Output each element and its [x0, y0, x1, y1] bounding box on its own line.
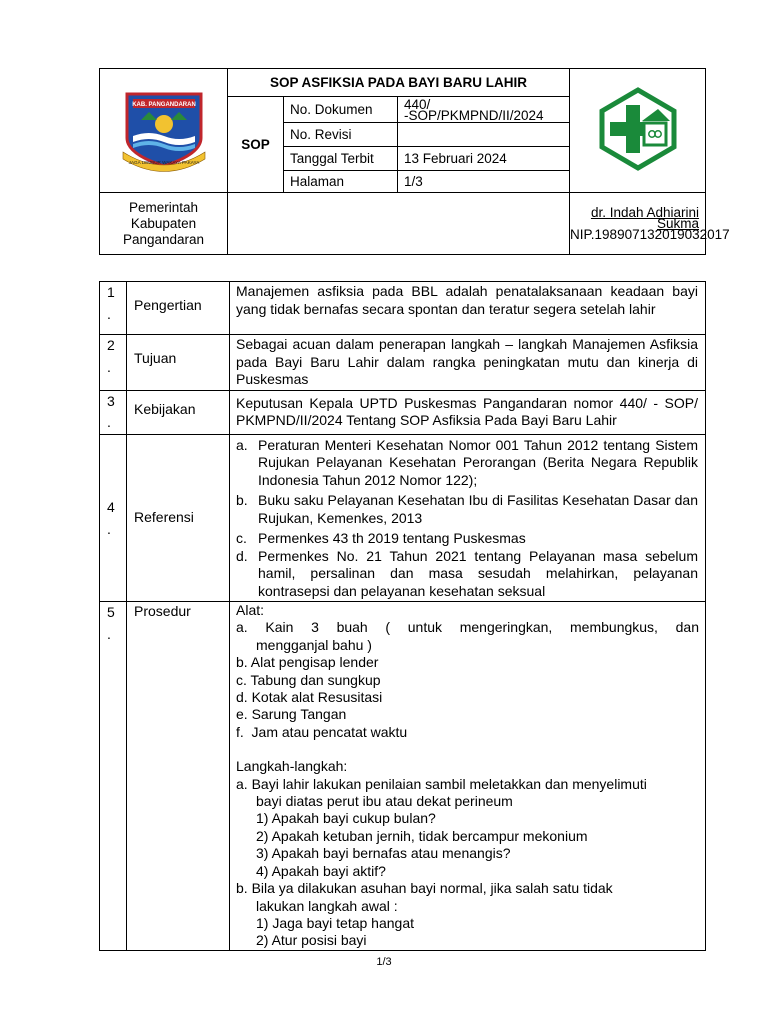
signer-name: dr. Indah Adhiarini Sukma	[590, 205, 700, 231]
revision-label: No. Revisi	[284, 123, 398, 147]
signer-block	[570, 193, 730, 255]
list-item: b. Alat pengisap lender	[236, 654, 379, 671]
list-item: b. Bila ya dilakukan asuhan bayi normal, jika salah satu tidak	[236, 880, 613, 897]
list-item: 3) Apakah bayi bernafas atau menangis?	[256, 845, 511, 862]
page-value: 1/3	[398, 171, 570, 193]
tujuan-text: Sebagai acuan dalam penerapan langkah – langkah Manajemen Asfiksia pada Bayi Baru Lahir dalam rangka peningkatan mutu dan kinerja di Puskesmas	[230, 335, 706, 391]
signature-blank	[228, 193, 570, 255]
crest-banner-text: KAB. PANGANDARAN	[131, 102, 196, 108]
category-tujuan: Tujuan	[127, 335, 230, 391]
list-item: 1) Jaga bayi tetap hangat	[256, 914, 415, 931]
sop-label: SOP	[228, 97, 284, 193]
right-logo-cell	[570, 69, 706, 193]
row-number: 1 .	[100, 282, 127, 335]
issue-date-value: 13 Februari 2024	[398, 147, 570, 171]
revision-value	[398, 123, 570, 147]
table-row	[100, 434, 706, 602]
list-item: 1) Apakah bayi cukup bulan?	[256, 810, 436, 827]
header-table	[99, 68, 730, 255]
issue-date-label: Tanggal Terbit	[284, 147, 398, 171]
list-item: lakukan langkah awal :	[256, 897, 398, 914]
document-title: SOP ASFIKSIA PADA BAYI BARU LAHIR	[228, 69, 570, 97]
kabupaten-crest-icon	[119, 86, 209, 172]
doc-number-label: No. Dokumen	[284, 97, 398, 123]
row-number: 3 .	[100, 390, 127, 434]
list-item: a. Peraturan Menteri Kesehatan Nomor 001 Tahun 2012 tentang Sistem Rujukan Pelayanan Kesehatan Perorangan (Berita Negara Republik Indonesia Tahun 2012 Nomor 122);	[236, 436, 698, 488]
page-label: Halaman	[284, 171, 398, 193]
table-row	[100, 602, 706, 951]
row-number: 5 .	[100, 602, 127, 951]
category-prosedur: Prosedur	[127, 602, 230, 951]
list-item: 4) Apakah bayi aktif?	[256, 862, 386, 879]
pengertian-text: Manajemen asfiksia pada BBL adalah penatalaksanaan keadaan bayi yang tidak bernafas secara spontan dan teratur segera setelah lahir	[230, 282, 706, 335]
puskesmas-logo-icon	[596, 87, 680, 171]
list-item: mengganjal bahu )	[256, 636, 372, 653]
referensi-list	[230, 434, 706, 602]
doc-number-value: 440/ -SOP/PKMPND/II/2024	[398, 97, 570, 123]
category-referensi: Referensi	[127, 434, 230, 602]
government-label: Pemerintah Kabupaten Pangandaran	[100, 193, 228, 255]
list-item: c. Tabung dan sungkup	[236, 671, 381, 688]
list-item: d. Permenkes No. 21 Tahun 2021 tentang Pelayanan masa sebelum hamil, persalinan dan masa sesudah melahirkan, pelayanan kontrasepsi dan pelayanan kesehatan seksual	[236, 547, 698, 599]
list-item: e. Sarung Tangan	[236, 706, 347, 723]
crest-motto-text: JAGA LEMBUR WAKAYA PAKAYA	[128, 160, 199, 165]
row-number: 4 .	[100, 434, 127, 602]
table-row	[100, 335, 706, 391]
category-pengertian: Pengertian	[127, 282, 230, 335]
langkah-title: Langkah-langkah:	[236, 758, 348, 775]
list-item: 2) Atur posisi bayi	[256, 932, 367, 949]
kebijakan-text: Keputusan Kepala UPTD Puskesmas Pangandaran nomor 440/ - SOP/ PKMPND/II/2024 Tentang SOP Asfiksia Pada Bayi Baru Lahir	[230, 390, 706, 434]
sop-content-table	[99, 281, 706, 951]
list-item: c. Permenkes 43 th 2019 tentang Puskesmas	[236, 530, 526, 546]
row-number: 2 .	[100, 335, 127, 391]
list-item: d. Kotak alat Resusitasi	[236, 689, 383, 706]
table-row	[100, 282, 706, 335]
left-logo-cell	[100, 69, 228, 193]
list-item: a. Kain 3 buah ( untuk mengeringkan, membungkus, dan	[236, 619, 699, 636]
category-kebijakan: Kebijakan	[127, 390, 230, 434]
list-item: f. Jam atau pencatat waktu	[236, 723, 408, 740]
alat-title: Alat:	[236, 602, 265, 618]
prosedur-content	[230, 602, 706, 951]
list-item: 2) Apakah ketuban jernih, tidak bercampur mekonium	[256, 827, 588, 844]
list-item: bayi diatas perut ibu atau dekat perineum	[256, 793, 513, 810]
page-footer: 1/3	[376, 956, 392, 968]
list-item: b. Buku saku Pelayanan Kesehatan Ibu di Fasilitas Kesehatan Dasar dan Rujukan, Kemenkes, 2013	[236, 492, 698, 526]
table-row	[100, 390, 706, 434]
signer-nip: NIP.198907132019032017	[570, 227, 730, 242]
list-item: a. Bayi lahir lakukan penilaian sambil meletakkan dan menyelimuti	[236, 775, 647, 792]
